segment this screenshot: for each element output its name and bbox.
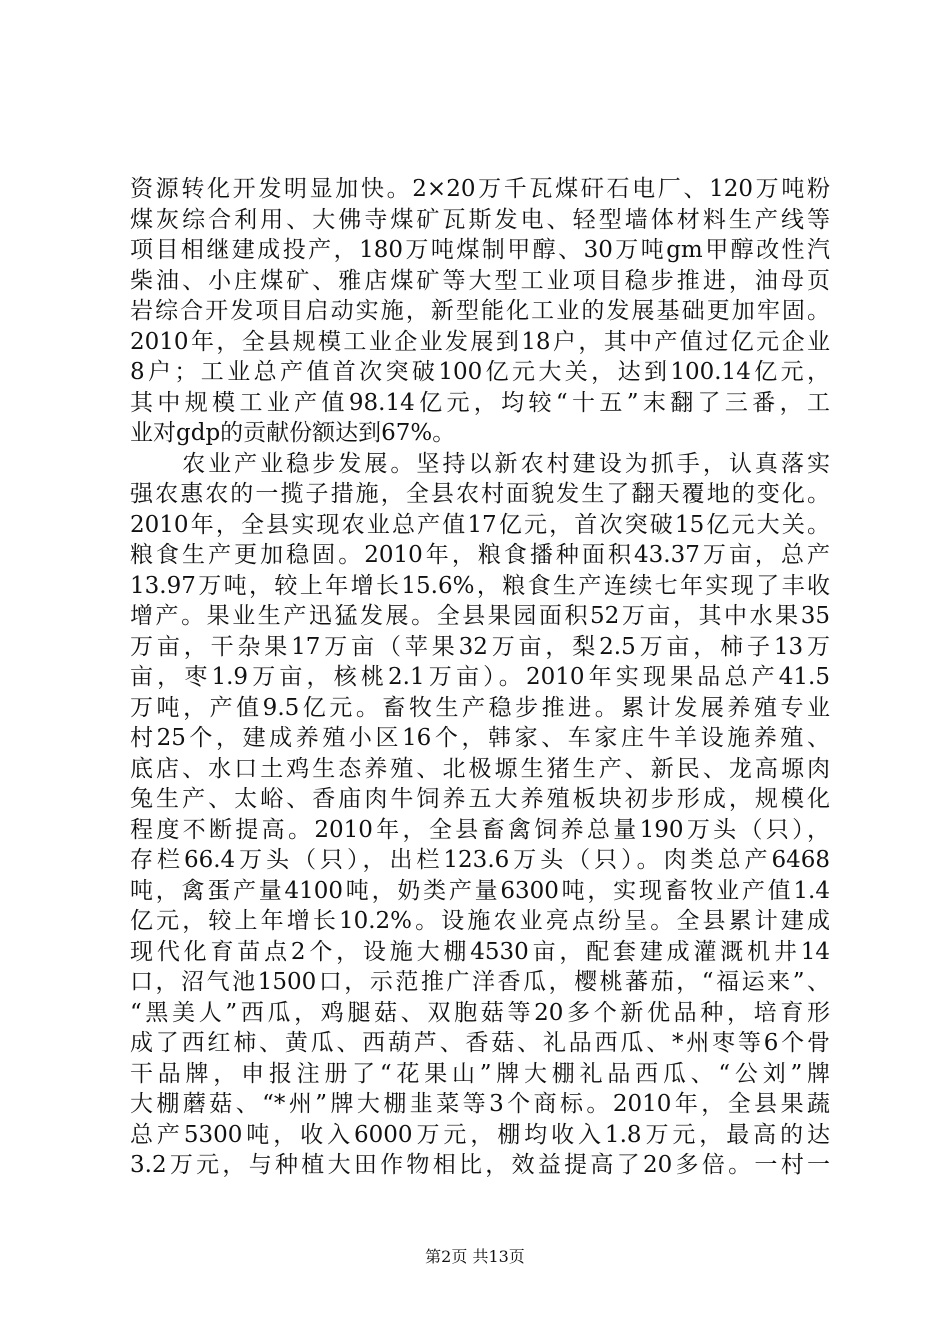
text-line: 13.97万吨，较上年增长15.6%，粮食生产连续七年实现了丰收 (130, 572, 830, 599)
text-line: 大棚蘑菇、“*州”牌大棚韭菜等3个商标。2010年，全县果蔬 (130, 1091, 830, 1117)
text-line: 底店、水口土鸡生态养殖、北极塬生猪生产、新民、龙高塬肉 (130, 755, 830, 782)
text-line: 万亩，干杂果17万亩（苹果32万亩，梨2.5万亩，柿子13万 (130, 633, 830, 660)
body-text (130, 174, 830, 1181)
text-line: 强农惠农的一揽子措施，全县农村面貌发生了翻天覆地的变化。 (130, 481, 830, 507)
text-line: 粮食生产更加稳固。2010年，粮食播种面积43.37万亩，总产 (130, 542, 830, 568)
text-line: 现代化育苗点2个，设施大棚4530亩，配套建成灌溉机井14 (130, 938, 830, 965)
text-line: 柴油、小庄煤矿、雅店煤矿等大型工业项目稳步推进，油母页 (130, 267, 830, 294)
text-line: 亿元，较上年增长10.2%。设施农业亮点纷呈。全县累计建成 (130, 908, 830, 934)
text-line: 村25个，建成养殖小区16个，韩家、车家庄牛羊设施养殖、 (130, 725, 830, 751)
text-line: 口，沼气池1500口，示范推广洋香瓜，樱桃蕃茄，“福运来”、 (130, 969, 830, 995)
page-footer: 第2页 共13页 (425, 1247, 525, 1266)
text-line: 8户；工业总产值首次突破100亿元大关，达到100.14亿元， (130, 359, 830, 385)
text-line: 干品牌，申报注册了“花果山”牌大棚礼品西瓜、“公刘”牌 (130, 1060, 830, 1087)
text-line: 2010年，全县实现农业总产值17亿元，首次突破15亿元大关。 (130, 511, 830, 538)
text-line: 成了西红柿、黄瓜、西葫芦、香菇、礼品西瓜、*州枣等6个骨 (130, 1030, 830, 1056)
text-line: 煤灰综合利用、大佛寺煤矿瓦斯发电、轻型墙体材料生产线等 (130, 206, 830, 233)
text-line: 农业产业稳步发展。坚持以新农村建设为抓手，认真落实 (130, 450, 830, 477)
text-line: 项目相继建成投产，180万吨煤制甲醇、30万吨gm甲醇改性汽 (130, 237, 830, 263)
text-line: 3.2万元，与种植大田作物相比，效益提高了20多倍。一村一 (130, 1152, 830, 1178)
text-line: 增产。果业生产迅猛发展。全县果园面积52万亩，其中水果35 (130, 603, 830, 629)
text-line: 岩综合开发项目启动实施，新型能化工业的发展基础更加牢固。 (130, 298, 830, 324)
text-line: 万吨，产值9.5亿元。畜牧生产稳步推进。累计发展养殖专业 (130, 694, 830, 721)
text-line: “黑美人”西瓜，鸡腿菇、双胞菇等20多个新优品种，培育形 (130, 999, 830, 1026)
text-line: 2010年，全县规模工业企业发展到18户，其中产值过亿元企业 (130, 328, 830, 355)
text-line: 资源转化开发明显加快。2×20万千瓦煤矸石电厂、120万吨粉 (130, 176, 830, 202)
text-line: 其中规模工业产值98.14亿元，均较“十五”末翻了三番，工 (130, 389, 830, 416)
text-line: 兔生产、太峪、香庙肉牛饲养五大养殖板块初步形成，规模化 (130, 786, 830, 812)
text-line: 存栏66.4万头（只），出栏123.6万头（只）。肉类总产6468 (130, 847, 830, 873)
text-line: 总产5300吨，收入6000万元，棚均收入1.8万元，最高的达 (130, 1121, 830, 1148)
text-line: 吨，禽蛋产量4100吨，奶类产量6300吨，实现畜牧业产值1.4 (130, 877, 830, 904)
text-line: 亩，枣1.9万亩，核桃2.1万亩）。2010年实现果品总产41.5 (130, 664, 830, 690)
text-line: 业对gdp的贡献份额达到67%。 (130, 420, 456, 446)
text-line: 程度不断提高。2010年，全县畜禽饲养总量190万头（只）， (130, 816, 830, 843)
